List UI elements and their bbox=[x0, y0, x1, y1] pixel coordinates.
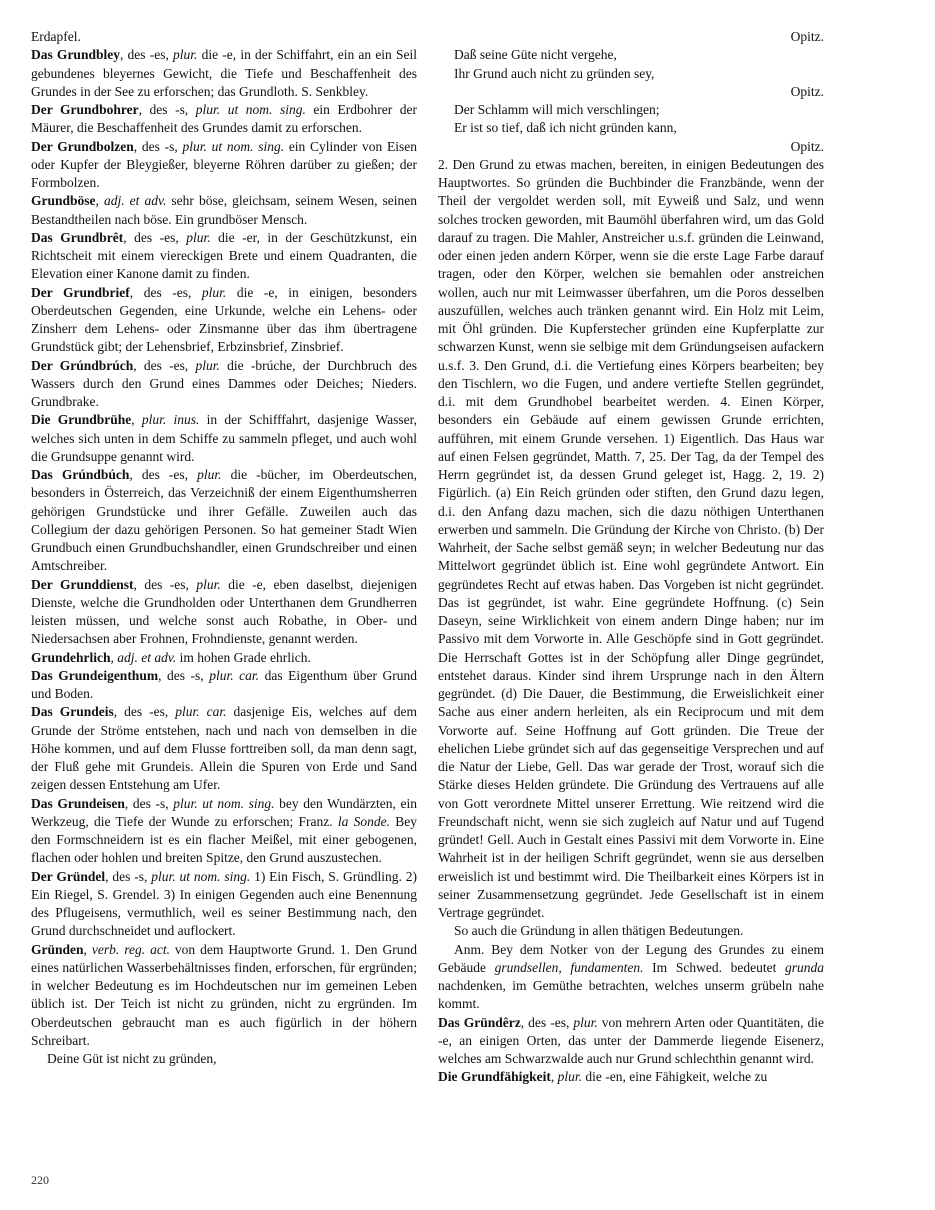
entry-text: , des -es, bbox=[113, 704, 176, 720]
entry-text: , des -es, bbox=[129, 467, 198, 482]
italic-term: plur. ut nom. sing. bbox=[195, 102, 306, 117]
headword: Das Grundbrêt bbox=[31, 229, 124, 245]
entry-text: die -e, in einigen, besonders Oberdeutschen Gegenden, eine Urkunde, welche ein Lehens- oder Zinsherr dem Lehens- oder Zinsmanne über das ihm übertragene Grundstück gibt; der Lehensbrief, Erbzinsbrief, Zinsbrief. bbox=[31, 284, 417, 355]
entry-text: sehr böse, gleichsam, seinem Wesen, seinen Bestandtheilen nach böse. Ein grundböser Mensch. bbox=[31, 193, 418, 227]
entry-text: die -en, eine Fähigkeit, welche zu bbox=[582, 1069, 768, 1085]
quoted-verse bbox=[454, 101, 824, 119]
headword: Das Grundeis bbox=[31, 704, 114, 720]
italic-term: grundsellen, fundamenten. bbox=[494, 959, 644, 975]
dictionary-entry bbox=[31, 28, 417, 46]
headword: Das Grundbley bbox=[31, 47, 120, 63]
entry-text: die -e, eben daselbst, diejenigen Dienste, welche die Grundholden oder Unterthanen dem Grundherren leisten müssen, und welche sonst auch Robathe, in Ober- und Niedersachsen aber Frohnen, Frohndienste, genannt werden. bbox=[31, 576, 417, 647]
headword: Der Grundbolzen bbox=[31, 138, 134, 154]
dictionary-entry bbox=[31, 941, 417, 1051]
italic-term: verb. reg. act. bbox=[91, 941, 170, 957]
entry-text: Anm. Bey dem Notker von der Legung des Grundes zu einem Gebäude bbox=[438, 941, 824, 975]
italic-term: adj. et adv. bbox=[103, 193, 167, 209]
entry-text: , bbox=[550, 1069, 558, 1085]
entry-text: , des -es, bbox=[123, 229, 187, 245]
headword: Der Grundbohrer bbox=[31, 102, 139, 117]
dictionary-entry bbox=[31, 192, 417, 229]
dictionary-entry bbox=[31, 138, 417, 193]
quote-attribution bbox=[438, 28, 824, 46]
entry-text: , bbox=[83, 941, 92, 957]
italic-term: plur. bbox=[573, 1014, 598, 1030]
quoted-verse bbox=[454, 65, 824, 83]
entry-text: dasjenige Eis, welches auf dem Grunde der Ströme entstehen, nach und nach von demselben in die Höhe kommen, und auf dem Flusse forttreiben soll, da man denn sagt, der Fluß gehe mit Grundeis. Allein die Spuren von Erde und Sand zeigen dessen Entstehung am Ufer. bbox=[31, 704, 417, 793]
entry-text: , des -es, bbox=[520, 1014, 574, 1030]
page-number: 220 bbox=[31, 1173, 49, 1187]
dictionary-entry bbox=[31, 576, 417, 649]
entry-text: , des -s, bbox=[105, 868, 152, 884]
italic-term: plur. bbox=[186, 229, 211, 245]
quoted-verse bbox=[454, 46, 824, 64]
italic-term: plur. bbox=[557, 1069, 583, 1085]
entry-text: das Eigenthum über Grund und Boden. bbox=[31, 667, 417, 701]
entry-text: Daß seine Güte nicht vergehe, bbox=[454, 47, 617, 63]
italic-term: grunda bbox=[785, 959, 825, 975]
italic-term: plur. inus. bbox=[141, 412, 200, 428]
entry-text: Opitz. bbox=[790, 83, 824, 99]
headword: Gründen bbox=[31, 941, 84, 957]
headword: Der Grunddienst bbox=[31, 576, 134, 592]
entry-text: von dem Hauptworte Grund. 1. Den Grund eines natürlichen Wasserbehältnisses finden, erforschen, für ergründen; in welcher Bedeutung es im Hochdeutschen nur im gemeinen Leben üblich ist. Der Teich ist nicht zu gründen, nicht zu ergründen. Im Oberdeutschen gebraucht man es auch figürlich in der höhern Schreibart. bbox=[31, 941, 418, 1048]
entry-text: Opitz. bbox=[790, 29, 824, 44]
italic-term: plur. ut nom. sing. bbox=[151, 868, 251, 884]
entry-text: , bbox=[110, 649, 118, 665]
headword: Die Grundfähigkeit bbox=[438, 1069, 551, 1085]
dictionary-entry bbox=[31, 703, 417, 794]
entry-text: die -bücher, im Oberdeutschen, besonders in Österreich, das Verzeichniß der einem Eigenthumsherren gehörigen Grundstücke und ihrer Gefälle. Zuweilen auch das Collegium der dazu gehörigen Personen. So hat gemeiner Stadt Wien Grundbuch einen Grundbuchshandler, einen Grundschreiber und einen Amtschreiber. bbox=[31, 467, 417, 574]
headword: Die Grundbrühe bbox=[31, 412, 132, 428]
italic-term: plur. bbox=[197, 467, 222, 482]
dictionary-entry bbox=[31, 795, 417, 868]
entry-text: Bey den Formschneidern ist es ein flacher Meißel, mit einer gebogenen, flachen oder hohlen und breiten Spitze, den Grund auszustechen. bbox=[31, 813, 417, 866]
entry-paragraph bbox=[438, 941, 824, 1014]
quoted-verse bbox=[454, 119, 824, 137]
headword: Der Gründel bbox=[31, 868, 106, 884]
italic-term: plur. bbox=[201, 284, 227, 300]
entry-text: Deine Güt ist nicht zu gründen, bbox=[47, 1051, 217, 1066]
headword: Grundehrlich bbox=[31, 649, 111, 665]
entry-text: Er ist so tief, daß ich nicht gründen kann, bbox=[454, 120, 677, 136]
dictionary-entry bbox=[31, 868, 417, 941]
entry-text: Im Schwed. bedeutet bbox=[643, 959, 785, 975]
dictionary-entry bbox=[31, 411, 417, 466]
entry-text: , des -es, bbox=[133, 357, 196, 373]
italic-term: plur. bbox=[173, 47, 198, 63]
dictionary-entry bbox=[438, 1014, 824, 1069]
entry-text: Erdapfel. bbox=[31, 29, 81, 44]
italic-term: plur. ut nom. sing. bbox=[173, 795, 275, 811]
entry-text: Ihr Grund auch nicht zu gründen sey, bbox=[454, 65, 655, 81]
entry-paragraph bbox=[438, 156, 824, 923]
quoted-verse bbox=[47, 1050, 417, 1068]
entry-text: , des -s, bbox=[124, 795, 174, 811]
entry-text: , bbox=[131, 412, 142, 428]
headword: Der Grúndbrúch bbox=[31, 357, 134, 373]
entry-text: die -e, in der Schiffahrt, ein an ein Seil gebundenes bleyernes Gewicht, die Tiefe und Beschaffenheit des Grundes in der See zu erforschen; das Grundloth. S. Senkbley. bbox=[31, 47, 417, 99]
entry-text: So auch die Gründung in allen thätigen Bedeutungen. bbox=[454, 923, 744, 939]
entry-text: 2. Den Grund zu etwas machen, bereiten, in einigen Bedeutungen des Hauptwortes. So gründen die Buchbinder die Franzbände, wenn der Theil der vergoldet werden soll, mit Eyweiß und Salz, und wenn solches trocken geworden, mit Baumöhl überfahren wird, um das Gold darauf zu tragen. Die Mahler, Anstreicher u.s.f. gründen die Leinwand, oder einen jeden andern Körper, wenn sie die erste Lage Farbe darauf tragen, oder den Körper, welchen sie bemahlen oder anstreichen wollen, auch nur mit Leimwasser überfahren, um die Poros desselben auszufüllen, welches auch tränken genannt wird. Ein Holz mit Leim, mit Öhl gründen. Die Kupferstecher gründen eine Kupferplatte zur schwarzen Kunst, wenn sie selbige mit dem Gründungseisen aufackern u.s.f. 3. Den Grund, d.i. die Vertiefung eines Körpers bearbeiten; bey den Tischlern, wo die Fugen, und andere vertiefte Stellen gegründet, d.i. mit dem Grundhobel bearbeitet werden. 4. Einen Körper, besonders ein Gebäude auf einem gewissen Grunde errichten, aufführen, mit einem Grunde versehen. 1) Eigentlich. Das Haus war auf einen Felsen gegründet, Matth. 7, 25. Der Tag, da der Tempel des Herrn gegründet ist, da dessen Grund geleget ist, Hagg. 2, 19. 2) Figürlich. (a) Ein Reich gründen oder stiften, den Grund dazu legen, d.i. den Anfang dazu machen, sich die dazu nöthigen Unterthanen erwerben und sammeln. Die Gründung der Kirche von Christo. (b) Der Wahrheit, der Sache selbst gemäß seyn; in welcher Bedeutung nur das Mittelwort gegründet üblich ist. Eine wohl gegründete Antwort. Ein gegründetes Recht auf etwas haben. Das Vorgeben ist nicht gegründet. Das ist gegründet, ist wahr. Eine gegründete Hoffnung. (c) Sein Daseyn, seine Wirklichkeit von einem andern Dinge haben; nur im Passivo mit dem Vorworte in. Alle Geschöpfe sind in Gott gegründet. Die Herrschaft Gottes ist in der Schöpfung aller Dinge gegründet, entstehet daraus. Kinder sind ihrem Ursprunge nach in den Ältern gegründet. (d) Die Dauer, die Bestimmung, die Erweislichkeit einer Sache aus einer andern herleiten, als ein Reciprocum und mit dem Vorworte auf. Seine Hoffnung auf Gott gründen. Die Treue der ehelichen Liebe gründet sich auf das gegenseitige Versprechen und auf die Natur der Liebe, Gell. Das war gerade der Trost, worauf sich die Stärke dieses Helden gründete. Die Gründung des Vertrauens auf alle von Gott verordnete Mittel unserer Errettung. Wie reitzend wird die Freundschaft nicht, wenn sie sich zugleich auf Natur und auf Tugend gründet! Gell. Auch in Gestalt eines Passivi mit dem Vorworte in. Eine Wahrheit ist in der heiligen Schrift gegründet, wenn sie aus derselben erweislich ist und bestimmt wird. Die Theilbarkeit eines Körpers ist in seiner Zusammensetzung gegründet. Jede Gesellschaft ist in einem Vertrage gegründet. bbox=[438, 156, 824, 920]
headword: Das Grúndbúch bbox=[31, 467, 130, 482]
dictionary-entry bbox=[438, 1068, 824, 1086]
quote-attribution bbox=[438, 83, 824, 101]
entry-text: , des -es, bbox=[133, 576, 197, 592]
right-column bbox=[438, 28, 824, 1087]
entry-paragraph bbox=[438, 922, 824, 940]
entry-text: , des -s, bbox=[158, 667, 210, 683]
quote-attribution bbox=[438, 138, 824, 156]
entry-text: , des -es, bbox=[119, 47, 174, 63]
headword: Grundböse bbox=[31, 193, 96, 209]
dictionary-entry bbox=[31, 229, 417, 284]
entry-text: nachdenken, im Gemüthe betrachten, welches unserm grübeln nahe kommt. bbox=[438, 978, 824, 1012]
dictionary-entry bbox=[31, 649, 417, 667]
italic-term: la Sonde. bbox=[337, 813, 391, 829]
entry-text: Opitz. bbox=[790, 138, 824, 154]
entry-text: , des -es, bbox=[129, 284, 202, 300]
dictionary-entry bbox=[31, 284, 417, 357]
entry-text: in der Schifffahrt, dasjenige Wasser, welches sich unten in dem Schiffe zu sammeln pfleget, und auch wohl die Grundsuppe genannt wird. bbox=[31, 412, 417, 464]
italic-term: adj. et adv. bbox=[117, 649, 177, 665]
italic-term: plur. ut nom. sing. bbox=[182, 138, 285, 154]
dictionary-entry bbox=[31, 101, 417, 138]
entry-text: die -brúche, der Durchbruch des Wassers durch den Grund eines Dammes oder Deiches; Nieders. Grundbrake. bbox=[31, 357, 417, 409]
entry-text: Der Schlamm will mich verschlingen; bbox=[454, 102, 660, 117]
headword: Das Grundeisen bbox=[31, 795, 125, 811]
headword: Das Grundeigenthum bbox=[31, 667, 159, 683]
entry-text: , bbox=[95, 193, 104, 209]
left-column bbox=[31, 28, 417, 1068]
dictionary-entry bbox=[31, 466, 417, 576]
italic-term: plur. car. bbox=[209, 667, 260, 683]
entry-text: von mehrern Arten oder Quantitäten, die -e, an einigen Orten, das unter der Dammerde liegende Eisenerz, welches am Schwarzwalde auch nur Grund schlechthin genannt wird. bbox=[438, 1014, 824, 1066]
italic-term: plur. car. bbox=[175, 704, 227, 720]
headword: Das Gründêrz bbox=[438, 1014, 521, 1030]
entry-text: , des -s, bbox=[138, 102, 196, 117]
dictionary-entry bbox=[31, 357, 417, 412]
italic-term: plur. bbox=[195, 357, 220, 373]
italic-term: plur. bbox=[196, 576, 221, 592]
entry-text: , des -s, bbox=[133, 138, 183, 154]
headword: Der Grundbrief bbox=[31, 284, 130, 300]
dictionary-entry bbox=[31, 46, 417, 101]
entry-text: 1) Ein Fisch, S. Gründling. 2) Ein Riegel, S. Grendel. 3) In einigen Gegenden auch eine Benennung des Pflugeisens, vermuthlich, weil es seiner Bestimmung nach, den Grund durchschneidet und auflockert. bbox=[31, 868, 418, 939]
entry-text: die -er, in der Geschützkunst, ein Richtscheit mit einem viereckigen Brete und einem Quadranten, die Elevation einer Kanone damit zu finden. bbox=[31, 229, 417, 282]
entry-text: im hohen Grade ehrlich. bbox=[176, 649, 311, 665]
entry-text: bey den Wundärzten, ein Werkzeug, die Tiefe der Wunde zu erforschen; Franz. bbox=[31, 795, 418, 829]
entry-text: ein Cylinder von Eisen oder Kupfer der Bleygießer, bleyerne Röhren darüber zu gießen; der Formbolzen. bbox=[31, 138, 418, 190]
entry-text: ein Erdbohrer der Mäurer, die Beschaffenheit des Grundes damit zu erforschen. bbox=[31, 102, 417, 136]
dictionary-entry bbox=[31, 667, 417, 704]
